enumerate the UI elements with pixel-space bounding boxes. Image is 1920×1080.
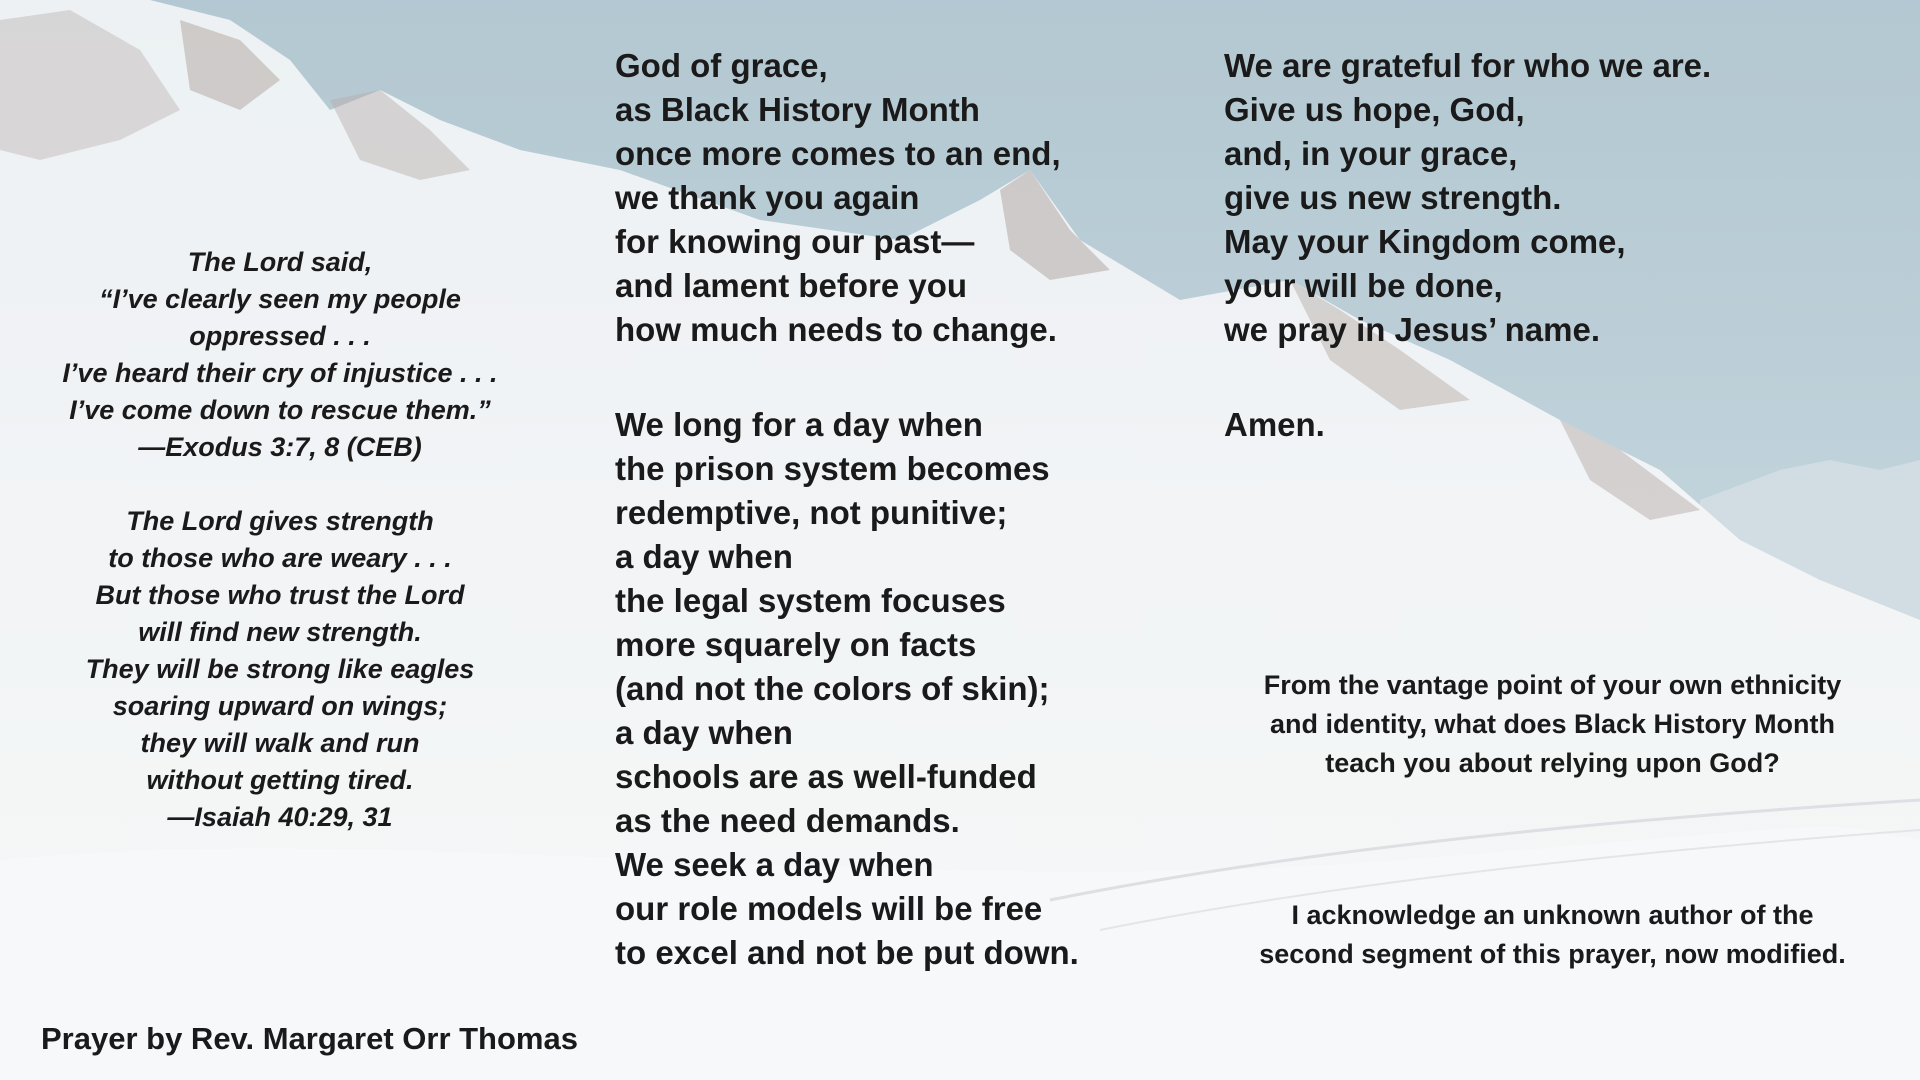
isaiah-quote [30, 503, 530, 836]
isaiah-line: soaring upward on wings; [112, 691, 448, 721]
prayer-line: a day when [615, 714, 793, 751]
acknowledgement-note [1220, 896, 1885, 974]
exodus-line: “I’ve clearly seen my people [99, 284, 461, 314]
question-line: teach you about relying upon God? [1325, 748, 1780, 778]
prayer-line: as Black History Month [615, 91, 980, 128]
prayer-line: God of grace, [615, 47, 828, 84]
prayer-line: your will be done, [1224, 267, 1503, 304]
prayer-line: a day when [615, 538, 793, 575]
question-line: and identity, what does Black History Month [1269, 709, 1836, 739]
prayer-line: the legal system focuses [615, 582, 1006, 619]
prayer-line: our role models will be free [615, 890, 1043, 927]
prayer-line: (and not the colors of skin); [615, 670, 1050, 707]
exodus-line: I’ve heard their cry of injustice . . . [62, 358, 498, 388]
reflection-question [1220, 666, 1885, 783]
prayer-line: we pray in Jesus’ name. [1224, 311, 1601, 348]
isaiah-citation: —Isaiah 40:29, 31 [167, 802, 393, 832]
prayer-line: We seek a day when [615, 846, 934, 883]
prayer-line: more squarely on facts [615, 626, 977, 663]
prayer-line: once more comes to an end, [615, 135, 1061, 172]
prayer-line: and lament before you [615, 267, 968, 304]
isaiah-line: to those who are weary . . . [108, 543, 452, 573]
prayer-line: schools are as well-funded [615, 758, 1037, 795]
prayer-stanza-3 [1224, 44, 1864, 352]
prayer-line: we thank you again [615, 179, 920, 216]
isaiah-line: But those who trust the Lord [95, 580, 465, 610]
prayer-credit: Prayer by Rev. Margaret Orr Thomas [41, 1021, 578, 1056]
prayer-line: redemptive, not punitive; [615, 494, 1008, 531]
prayer-line: give us new strength. [1224, 179, 1562, 216]
prayer-line: as the need demands. [615, 802, 960, 839]
isaiah-line: will find new strength. [138, 617, 422, 647]
exodus-line: The Lord said, [187, 247, 373, 277]
acknowledgement-line: I acknowledge an unknown author of the [1291, 900, 1814, 930]
prayer-right-column [1224, 44, 1864, 447]
prayer-line: Give us hope, God, [1224, 91, 1525, 128]
acknowledgement-line: second segment of this prayer, now modified. [1259, 939, 1846, 969]
prayer-line: the prison system becomes [615, 450, 1050, 487]
isaiah-line: They will be strong like eagles [85, 654, 475, 684]
prayer-line: May your Kingdom come, [1224, 223, 1626, 260]
prayer-middle-column [615, 44, 1175, 975]
prayer-line: We long for a day when [615, 406, 983, 443]
prayer-stanza-1 [615, 44, 1175, 352]
amen-line: Amen. [1224, 406, 1325, 443]
prayer-line: to excel and not be put down. [615, 934, 1079, 971]
exodus-citation: —Exodus 3:7, 8 (CEB) [138, 432, 422, 462]
prayer-line: how much needs to change. [615, 311, 1057, 348]
isaiah-line: they will walk and run [140, 728, 420, 758]
isaiah-line: without getting tired. [146, 765, 414, 795]
exodus-line: I’ve come down to rescue them.” [69, 395, 491, 425]
scripture-quotes [30, 244, 530, 836]
question-line: From the vantage point of your own ethnicity [1263, 670, 1842, 700]
prayer-line: for knowing our past— [615, 223, 975, 260]
isaiah-line: The Lord gives strength [126, 506, 434, 536]
exodus-quote [30, 244, 530, 466]
prayer-line: We are grateful for who we are. [1224, 47, 1712, 84]
prayer-line: and, in your grace, [1224, 135, 1518, 172]
prayer-stanza-2 [615, 403, 1175, 975]
exodus-line: oppressed . . . [189, 321, 371, 351]
